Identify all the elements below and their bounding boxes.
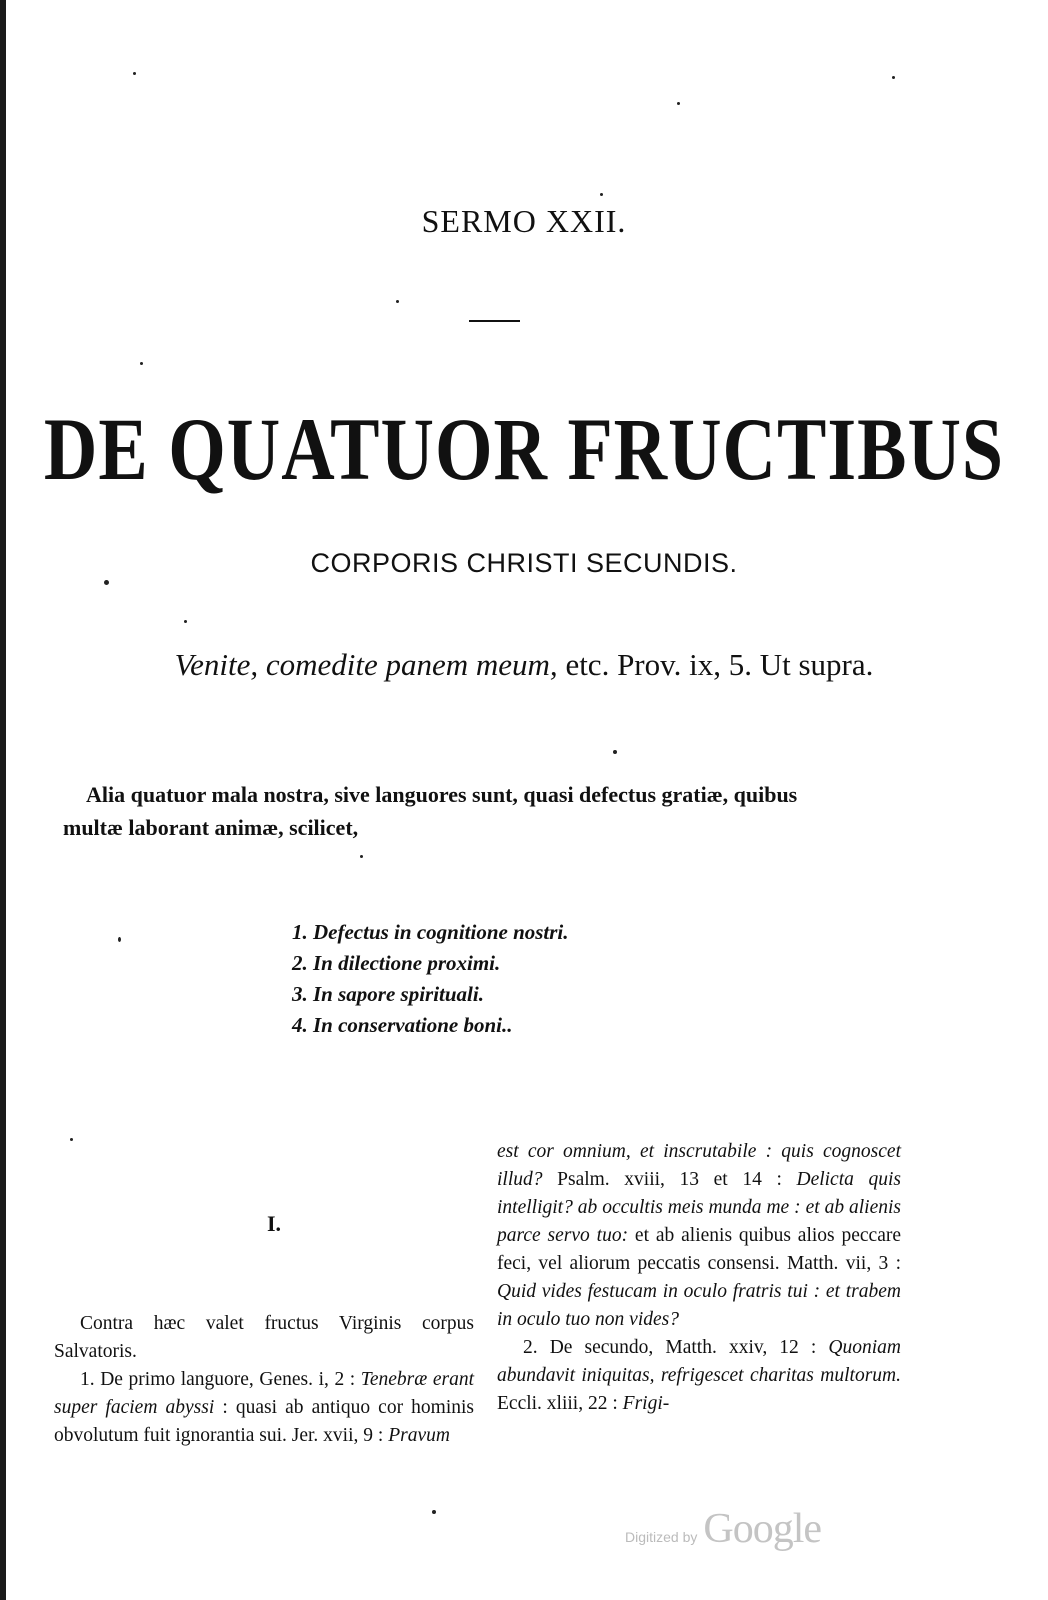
intro-line: Alia quatuor mala nostra, sive languores sunt, quasi defectus gratiæ, quibus [86, 782, 798, 807]
epigraph [0, 647, 1048, 683]
scan-speck [600, 193, 603, 196]
paragraph [497, 1138, 901, 1334]
scan-speck [104, 580, 109, 585]
scan-speck [140, 362, 143, 365]
list-item: 4. In conservatione boni.. [292, 1013, 513, 1037]
list-item: 2. In dilectione proximi. [292, 951, 501, 975]
page-edge-shadow [0, 0, 6, 1600]
section-number: I. [266, 1211, 282, 1236]
left-column [54, 1210, 474, 1450]
scan-speck [432, 1510, 436, 1514]
text-run: Psalm. xviii, 13 et 14 : [542, 1169, 797, 1190]
text-run-italic: Quid vides festucam in oculo fratris tui : et trabem in oculo tuo non vides? [497, 1281, 901, 1330]
text-run-italic: Frigi- [622, 1393, 670, 1414]
paragraph [497, 1334, 901, 1418]
right-column [497, 1138, 901, 1418]
watermark-prefix: Digitized by [625, 1529, 698, 1545]
text-run-italic: Tenebræ erant super faciem abyssi [54, 1369, 475, 1418]
list-item: 3. In sapore spirituali. [292, 982, 484, 1006]
paragraph [54, 1366, 474, 1450]
scan-speck [677, 102, 680, 105]
text-run-italic: est cor omnium, et inscrutabile : quis cognoscet illud? [497, 1141, 901, 1190]
title-rule [469, 320, 520, 322]
epigraph-reference: etc. Prov. ix, 5. Ut supra. [557, 647, 874, 682]
scan-speck [70, 1138, 73, 1141]
intro-line: multæ laborant animæ, scilicet, [63, 815, 359, 840]
text-run: 1. De primo languore, Genes. i, 2 : [80, 1369, 361, 1390]
intro-paragraph [63, 778, 913, 844]
scan-speck [184, 620, 187, 623]
scan-speck [360, 855, 363, 858]
scan-speck [118, 937, 121, 942]
scan-speck [396, 300, 399, 303]
scan-speck [892, 76, 895, 79]
google-logo: Google [703, 1506, 822, 1552]
text-run: Eccli. xliii, 22 : [497, 1393, 623, 1414]
text-run-italic: Quoniam abundavit iniquitas, refrigescet charitas multorum. [497, 1337, 901, 1386]
text-run-italic: Pravum [388, 1425, 450, 1446]
text-run: 2. De secundo, Matth. xxiv, 12 : [523, 1337, 829, 1358]
epigraph-quote: Venite, comedite panem meum, [174, 647, 558, 682]
text-run-italic: Delicta quis intelligit? ab occultis meis munda me : et ab alienis parce servo tuo: [497, 1169, 901, 1246]
digitized-watermark [625, 1505, 885, 1555]
text-run: : quasi ab antiquo cor hominis obvolutum fuit ignorantia sui. Jer. xvii, 9 : [54, 1397, 475, 1446]
scan-speck [613, 750, 617, 754]
sermon-number: SERMO XXII. [421, 203, 627, 239]
defects-list [292, 917, 772, 1041]
text-run: et ab alienis quibus alios peccare feci, vel aliorum peccatis consensi. Matth. vii, 3 : [497, 1225, 901, 1274]
page-subtitle: CORPORIS CHRISTI SECUNDIS. [310, 548, 738, 578]
list-item: 1. Defectus in cognitione nostri. [292, 920, 569, 944]
page-title: DE QUATUOR FRUCTIBUS [43, 401, 1005, 500]
paragraph: Contra hæc valet fructus Virginis corpus Salvatoris. [54, 1313, 474, 1362]
scan-speck [133, 72, 136, 75]
